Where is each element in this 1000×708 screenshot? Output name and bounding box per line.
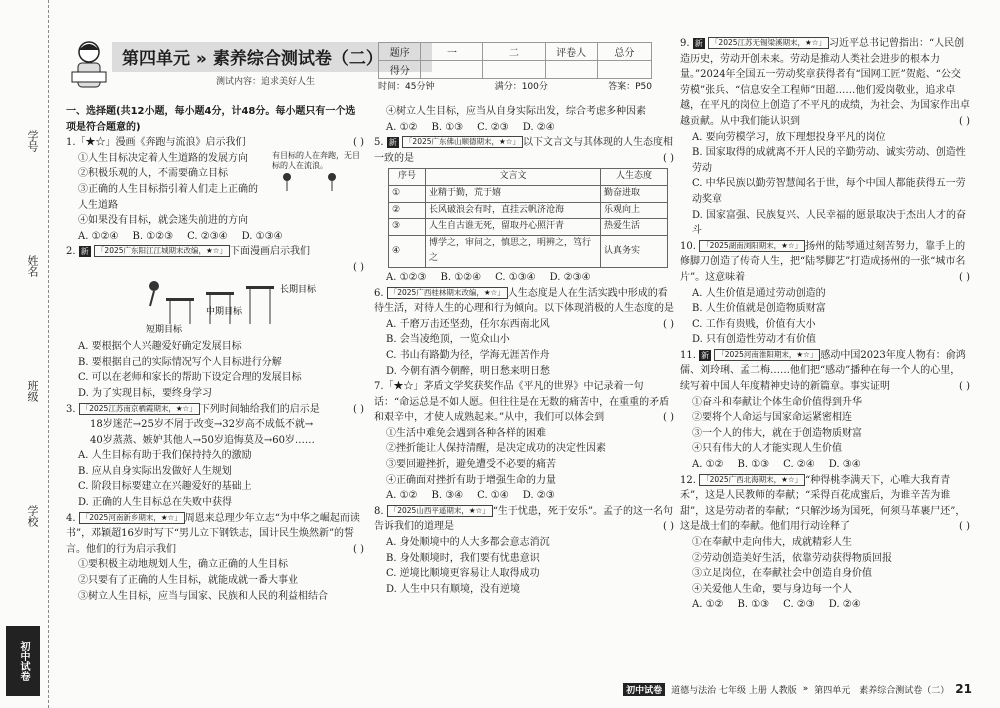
question-4: 4. 「2025河南新乡期末，★☆」 周恩来总理少年立志“为中华之崛起而读书”，邓颖超16岁时写下“男儿立下钢铁志，国计民生焕然新”的誓言。他们的行为启示我们 ( ) ①要积极主动地规划人生，确立正确的人生目标 ②只要有了正确的人生目标，就能成就一番大事业 ③树立人生目标，应当与国家、民族和人民的利益相结合 — [66, 511, 364, 605]
question-9: 9. 新 「2025江苏无锡梁溪期末，★☆」 习近平总书记曾指出：“人民创造历史，劳动开创未来。劳动是推动人类社会进步的根本力量。”2024年全国五一劳动奖章获得者有“国网工匠”贺彪、“公交劳模”张兵、“信息安全工程师”田超……他们爱岗敬业，追求卓越，在平凡的岗位上创造了不平凡的成绩，为社会、为国家作出卓越贡献。从中我们能认识到 ( ) A. 要向劳模学习，放下理想投身平凡的岗位 B. 国家取得的成就离不开人民的辛勤劳动、诚实劳动、创造性劳动 C. 中华民族以勤劳智慧闻名于世，每个中国人都能获得五一劳动奖章 D. 国家富强、民族复兴、人民幸福的愿景取决于杰出人才的奋斗 — [680, 36, 970, 239]
answer-blank[interactable]: ( ) — [663, 152, 674, 164]
page-footer — [623, 682, 972, 696]
question-stem: 扬州的陆琴通过刻苦努力，靠手上的修脚刀创造了传奇人生，把“陆琴脚艺”打造成扬州的一张“城市名片”。这意味着 — [680, 240, 966, 283]
hurdle-comic — [66, 276, 356, 334]
option-a[interactable]: A. ①② — [692, 459, 724, 471]
page-number: 21 — [955, 682, 972, 696]
statement: ④只有伟大的人才能实现人生价值 — [692, 443, 842, 455]
answer-blank[interactable]: ( ) — [959, 381, 970, 393]
timeline: 18岁迷茫→25岁不屑于改变→32岁高不成低不就→ — [90, 419, 314, 431]
answer-blank[interactable]: ( ) — [353, 403, 364, 415]
test-info — [378, 79, 652, 92]
table-row: ② 长风破浪会有时，直挂云帆济沧海 乐观向上 — [389, 202, 668, 219]
option-d[interactable]: D. ②③ — [522, 490, 555, 502]
option-b[interactable]: B. 身处顺境时，我们要有忧患意识 — [386, 552, 540, 564]
option-c[interactable]: C. 中华民族以勤劳智慧闻名于世，每个中国人都能获得五一劳动奖章 — [692, 178, 966, 205]
timeline: 40岁蒸蒸、嫉妒其他人→50岁追悔莫及→60岁…… — [90, 434, 315, 446]
option-c[interactable]: C. 阶段目标要建立在兴趣爱好的基础上 — [78, 481, 252, 493]
option-a[interactable]: A. 要根据个人兴趣爱好确定发展目标 — [78, 341, 242, 353]
source-tag: 「2025山西平遥期末，★☆」 — [387, 505, 493, 517]
question-8: 8. 「2025山西平遥期末，★☆」 “生于忧患，死于安乐”。孟子的这一名句告诉我们的道理是 ( ) A. 身处顺境中的人大多都会意志消沉 B. 身处顺境时，我们要有忧患意识 C. 逆境比顺境更容易让人取得成功 D. 人生中只有顺境，没有逆境 — [374, 504, 674, 598]
section-heading: 一、选择题(共12小题，每小题4分，计48分。每小题只有一个选项是符合题意的) — [66, 106, 356, 133]
option-b[interactable]: B. ①②④ — [440, 271, 482, 283]
answer-blank[interactable]: ( ) — [959, 521, 970, 533]
new-badge: 新 — [388, 138, 397, 148]
new-badge: 新 — [694, 39, 703, 48]
option-c[interactable]: C. ①③④ — [495, 271, 536, 283]
footer-brand: 初中试卷 — [623, 683, 665, 696]
class-label: 班级 — [26, 380, 39, 402]
option-d[interactable]: D. 人生中只有顺境，没有逆境 — [386, 583, 521, 595]
score-header-cell: 评卷人 — [545, 43, 597, 61]
source-tag: 「2025江苏南京栖霞期末，★☆」 — [79, 403, 200, 415]
option-c[interactable]: C. ②③ — [783, 599, 815, 611]
statement: ③立足岗位，在奉献社会中创造自身价值 — [692, 568, 872, 580]
score-row-label: 得分 — [379, 61, 421, 79]
statement: ①要积极主动地规划人生，确立正确的人生目标 — [78, 559, 288, 571]
mid-term-label: 中期目标 — [206, 306, 243, 317]
statement: ②挫折能让人保持清醒，是决定成功的决定性因素 — [386, 443, 606, 455]
option-c[interactable]: C. ②③④ — [187, 230, 228, 242]
statement: ④树立人生目标，应当从自身实际出发，综合考虑多种因素 — [386, 106, 646, 117]
question-stem: 下面漫画启示我们 — [229, 246, 310, 258]
source-tag: 「2025河南新乡期末，★☆」 — [79, 512, 185, 524]
binding-strip — [0, 0, 49, 708]
statement: ④如果没有目标，就会迷失前进的方向 — [78, 215, 248, 227]
option-d[interactable]: D. ③④ — [828, 459, 861, 471]
statement: ①人生目标决定着人生道路的发展方向 — [78, 152, 248, 164]
option-b[interactable]: B. 会当凌绝顶，一览众山小 — [386, 334, 510, 346]
option-d[interactable]: D. ②④ — [828, 599, 861, 611]
answer-blank[interactable]: ( ) — [959, 271, 970, 283]
statement: ②积极乐观的人，不需要确立目标 — [78, 168, 228, 180]
option-d[interactable]: D. ①③④ — [241, 230, 283, 242]
question-stem: 习近平总书记曾指出：“人民创造历史，劳动开创未来。劳动是推动人类社会进步的根本力量。”2024年全国五一劳动奖章获得者有“国网工匠”贺彪、“公交劳模”张兵、“信息安全工程师”田超……他们爱岗敬业，追求卓越，在平凡的岗位上创造了不平凡的成绩，为社会、为国家作出卓越贡献。从中我们能认识到 — [680, 38, 970, 127]
statement: ③树立人生目标，应当与国家、民族和人民的利益相结合 — [78, 590, 328, 602]
footer-subject: 道德与法治 七年级 上册 人教版 — [671, 685, 797, 696]
statement: ④正确面对挫折有助于增强生命的力量 — [386, 474, 556, 486]
option-a[interactable]: A. 人生目标有助于我们保持持久的激励 — [78, 450, 252, 462]
score-header-cell: 一 — [421, 43, 483, 61]
answer-page: 答案：P50 — [608, 82, 652, 92]
answer-blank[interactable]: ( ) — [353, 543, 364, 555]
test-header — [68, 38, 652, 94]
score-cell[interactable] — [545, 61, 597, 79]
statement: ③正确的人生目标指引着人们走上正确的人生道路 — [78, 183, 258, 211]
option-c[interactable]: C. ①④ — [477, 490, 509, 502]
option-a[interactable]: A. 人生价值是通过劳动创造的 — [692, 287, 826, 299]
short-term-label: 短期目标 — [146, 324, 183, 334]
page-title: 第四单元 » 素养综合测试卷（二） — [122, 49, 383, 69]
question-1 — [66, 135, 364, 244]
table-header: 人生态度 — [601, 169, 668, 186]
question-3: 3. 「2025江苏南京栖霞期末，★☆」 下列时间轴给我们的启示是 ( ) 18岁迷茫→25岁不屑于改变→32岁高不成低不就→ 40岁蒸蒸、嫉妒其他人→50岁追悔莫及→60岁…… A. 人生目标有助于我们保持持久的激励 B. 应从自身实际出发做好人生规划 C. 阶段目标要建立在兴趣爱好的基础上 D. 正确的人生目标总在失败中获得 — [66, 402, 364, 511]
statement: ②要将个人命运与国家命运紧密相连 — [692, 412, 852, 424]
option-d[interactable]: D. 今朝有酒今朝醉，明日愁来明日愁 — [386, 365, 551, 377]
option-a[interactable]: A. ①②④ — [78, 230, 119, 242]
statement: ②只要有了正确的人生目标，就能成就一番大事业 — [78, 575, 298, 587]
question-stem: “生于忧患，死于安乐”。孟子的这一名句告诉我们的道理是 — [374, 505, 674, 533]
question-stem: 感动中国2023年度人物有：俞鸿儒、刘玲琍、孟二梅……他们把“感动”播种在每一个人的心里，续写着中国人年度精神史诗的新篇章。事实证明 — [680, 349, 966, 393]
option-c[interactable]: C. ②④ — [783, 459, 815, 471]
score-header-cell: 二 — [483, 43, 545, 61]
table-header: 序号 — [389, 169, 426, 186]
running-figures-icon — [272, 171, 352, 197]
option-c[interactable]: C. 工作有贵贱，价值有大小 — [692, 318, 816, 330]
question-5: 5. 新 「2025广东佛山顺德期末，★☆」 以下文言文与其体现的人生态度相一致的是 ( ) 序号 文言文 人生态度 ① 业精于勤，荒于嬉 勤奋进取 ② 长风破浪会有时，直挂云帆济沧海 乐观向上 ③ 人生自古谁无死，留取丹心照汗青 热爱生活 ④ 博学之，审问之，慎思之，明辨之，笃行之 认真务实 A. ①②③ B. ①②④ C. ①③④ D. ②③④ — [374, 135, 674, 285]
statement: ③一个人的伟大，就在于创造物质财富 — [692, 427, 862, 439]
option-d[interactable]: D. ②④ — [522, 121, 555, 133]
question-stem: 以下文言文与其体现的人生态度相一致的是 — [374, 137, 673, 164]
option-d[interactable]: D. 为了实现目标，要终身学习 — [78, 387, 213, 399]
question-stem: 人生态度是人在生活实践中形成的看待生活，对待人生的心理和行为倾向。以下体现消极的人生态度的是 — [374, 287, 674, 315]
answer-blank[interactable]: ( ) — [663, 318, 674, 330]
option-a[interactable]: A. 身处顺境中的人大多都会意志消沉 — [386, 537, 550, 549]
table-header: 文言文 — [426, 169, 601, 186]
score-header-cell: 题序 — [379, 43, 421, 61]
option-b[interactable]: B. ①③ — [737, 599, 770, 611]
question-stem: 7.「★☆」茅盾文学奖获奖作品《平凡的世界》中记录着一句话：“命运总是不如人愿。但往往是在无数的痛苦中，在重重的矛盾和艰辛中，才使人成熟起来。”从中，我们可以体会到 — [374, 381, 670, 424]
student-mascot-icon — [68, 38, 110, 94]
score-cell[interactable] — [421, 61, 483, 79]
question-stem: “种得桃李满天下，心唯大我育青禾”，这是人民教师的奉献；“采得百花成蜜后，为谁辛苦为谁甜”，这是劳动者的奉献；“只解沙场为国死，何须马革裹尸还”，这是战士们的奉献。他们用行动诠释了 — [680, 474, 966, 533]
source-tag: 「2025广西桂林期末改编，★☆」 — [387, 287, 508, 299]
question-10: 10. 「2025湖南浏阳期末，★☆」 扬州的陆琴通过刻苦努力，靠手上的修脚刀创造了传奇人生，把“陆琴脚艺”打造成扬州的一张“城市名片”。这意味着 ( ) A. 人生价值是通过劳动创造的 B. 人生价值就是创造物质财富 C. 工作有贵贱，价值有大小 D. 只有创造性劳动才有价值 — [680, 239, 970, 348]
right-column — [680, 36, 970, 613]
option-b[interactable]: B. ①③ — [737, 459, 770, 471]
option-a[interactable]: A. ①② — [692, 599, 724, 611]
statement: ①生活中难免会遇到各种各样的困难 — [386, 427, 546, 439]
option-b[interactable]: B. 要根据自己的实际情况写个人目标进行分解 — [78, 356, 282, 368]
option-a[interactable]: A. ①② — [386, 121, 418, 133]
option-a[interactable]: A. 要向劳模学习，放下理想投身平凡的岗位 — [692, 131, 886, 143]
question-11: 11. 新 「2025河南淮阳期末，★☆」 感动中国2023年度人物有：俞鸿儒、刘玲琍、孟二梅……他们把“感动”播种在每一个人的心里，续写着中国人年度精神史诗的新篇章。事实证明 ( ) ①奋斗和奉献让个体生命价值得到升华 ②要将个人命运与国家命运紧密相连 ③一个人的伟大，就在于创造物质财富 ④只有伟大的人才能实现人生价值 A. ①② B. ①③ C. ②④ D. ③④ — [680, 348, 970, 473]
option-a[interactable]: A. ①②③ — [386, 271, 427, 283]
statement: ①奋斗和奉献让个体生命价值得到升华 — [692, 396, 862, 408]
comic-illustration — [272, 151, 362, 200]
option-b[interactable]: B. ①③ — [431, 121, 464, 133]
classical-text-table — [388, 168, 668, 268]
question-2: 2. 新 「2025广东阳江江城期末改编，★☆」 下面漫画启示我们 ( ) 长期目标 中期目标 短期目标 A. 要根据个人兴趣爱好确定发展目标 B. 要根据自己的实际情况写个人目标进行分解 C. 可以在老师和家长的帮助下设定合理的发展目标 D. 为了实现目标，要终身学习 — [66, 244, 364, 401]
statement: ①在奉献中走向伟大，成就精彩人生 — [692, 537, 852, 548]
answer-blank[interactable]: ( ) — [353, 261, 364, 273]
time-limit: 时间：45分钟 — [378, 82, 435, 92]
option-c[interactable]: C. 逆境比顺境更容易让人取得成功 — [386, 568, 540, 580]
answer-blank[interactable]: ( ) — [663, 521, 674, 533]
source-tag: 「2025河南淮阳期末，★☆」 — [714, 349, 820, 361]
score-cell[interactable] — [597, 61, 651, 79]
statement: ③要回避挫折，避免遭受不必要的痛苦 — [386, 459, 556, 471]
test-scope: 测试内容：追求美好人生 — [216, 77, 316, 87]
option-c[interactable]: C. ②③ — [477, 121, 509, 133]
option-d[interactable]: D. 正确的人生目标总在失败中获得 — [78, 497, 233, 509]
school-label: 学校 — [26, 505, 39, 527]
option-d[interactable]: D. 只有创造性劳动才有价值 — [692, 334, 817, 346]
option-b[interactable]: B. 人生价值就是创造物质财富 — [692, 303, 826, 315]
long-term-label: 长期目标 — [280, 284, 317, 295]
option-d[interactable]: D. ②③④ — [549, 271, 591, 283]
student-id-label: 学号 — [26, 130, 39, 152]
middle-column — [374, 104, 674, 597]
question-12: 12. 「2025广西北海期末，★☆」 “种得桃李满天下，心唯大我育青禾”，这是人民教师的奉献；“采得百花成蜜后，为谁辛苦为谁甜”，这是劳动者的奉献；“只解沙场为国死，何须马革裹尸还”，这是战士们的奉献。他们用行动诠释了 ( ) ①在奉献中走向伟大，成就精彩人生 ②劳动创造美好生活，依靠劳动获得物质回报 ③立足岗位，在奉献社会中创造自身价值 ④关爱他人生命，要与身边每一个人 A. ①② B. ①③ C. ②③ D. ②④ — [680, 473, 970, 613]
option-a[interactable]: A. 千磨万击还坚劲，任尔东西南北风 — [386, 318, 550, 330]
statement: ②劳动创造美好生活，依靠劳动获得物质回报 — [692, 552, 892, 564]
statement: ④关爱他人生命，要与身边每一个人 — [692, 583, 852, 595]
option-b[interactable]: B. ③④ — [431, 490, 464, 502]
option-b[interactable]: B. 应从自身实际出发做好人生规划 — [78, 465, 232, 477]
left-column — [66, 104, 364, 604]
question-stem: 1.「★☆」漫画《奔跑与流浪》启示我们 — [66, 137, 246, 149]
full-score: 满分：100分 — [494, 82, 548, 92]
question-6: 6. 「2025广西桂林期末改编，★☆」 人生态度是人在生活实践中形成的看待生活，对待人生的心理和行为倾向。以下体现消极的人生态度的是 ( ) A. 千磨万击还坚劲，任尔东西南北风 B. 会当凌绝顶，一览众山小 C. 书山有路勤为径，学海无涯苦作舟 D. 今朝有酒今朝醉，明日愁来明日愁 — [374, 286, 674, 380]
option-b[interactable]: B. 国家取得的成就离不开人民的辛勤劳动、诚实劳动、创造性劳动 — [692, 147, 966, 174]
table-row: ③ 人生自古谁无死，留取丹心照汗青 热爱生活 — [389, 219, 668, 236]
question-stem: 周恩来总理少年立志“为中华之崛起而读书”，邓颖超16岁时写下“男儿立下钢铁志，国计民生焕然新”的誓言。他们的行为启示我们 — [66, 512, 360, 555]
table-row: ① 业精于勤，荒于嬉 勤奋进取 — [389, 185, 668, 202]
score-cell[interactable] — [483, 61, 545, 79]
footer-unit: 第四单元 素养综合测试卷（二） — [814, 685, 950, 696]
brand-logo: 初中试卷 — [6, 626, 40, 696]
question-stem: 下列时间轴给我们的启示是 — [199, 403, 320, 415]
option-c[interactable]: C. 书山有路勤为径，学海无涯苦作舟 — [386, 349, 550, 361]
double-chevron-icon: » — [802, 684, 809, 694]
answer-blank[interactable]: ( ) — [959, 115, 970, 127]
new-badge: 新 — [701, 350, 710, 360]
answer-blank[interactable]: ( ) — [663, 412, 674, 424]
source-tag: 「2025广东佛山顺德期末，★☆」 — [402, 136, 523, 148]
option-d[interactable]: D. 国家富强、民族复兴、人民幸福的愿景取决于杰出人才的奋斗 — [692, 209, 967, 237]
table-row: ④ 博学之，审问之，慎思之，明辨之，笃行之 认真务实 — [389, 235, 668, 267]
answer-blank[interactable]: ( ) — [353, 137, 364, 149]
source-tag: 「2025湖南浏阳期末，★☆」 — [699, 240, 805, 252]
option-b[interactable]: B. ①②③ — [132, 230, 174, 242]
score-table — [378, 42, 652, 79]
name-label: 姓名 — [26, 255, 39, 277]
source-tag: 「2025江苏无锡梁溪期末，★☆」 — [708, 37, 829, 49]
new-badge: 新 — [80, 247, 89, 257]
comic-caption: 有目标的人在奔跑，无目标的人在流浪。 — [272, 150, 360, 170]
option-a[interactable]: A. ①② — [386, 490, 418, 502]
score-header-cell: 总分 — [597, 43, 651, 61]
question-7 — [374, 379, 674, 504]
option-c[interactable]: C. 可以在老师和家长的帮助下设定合理的发展目标 — [78, 372, 302, 384]
source-tag: 「2025广西北海期末，★☆」 — [699, 474, 805, 486]
source-tag: 「2025广东阳江江城期末改编，★☆」 — [94, 245, 230, 257]
